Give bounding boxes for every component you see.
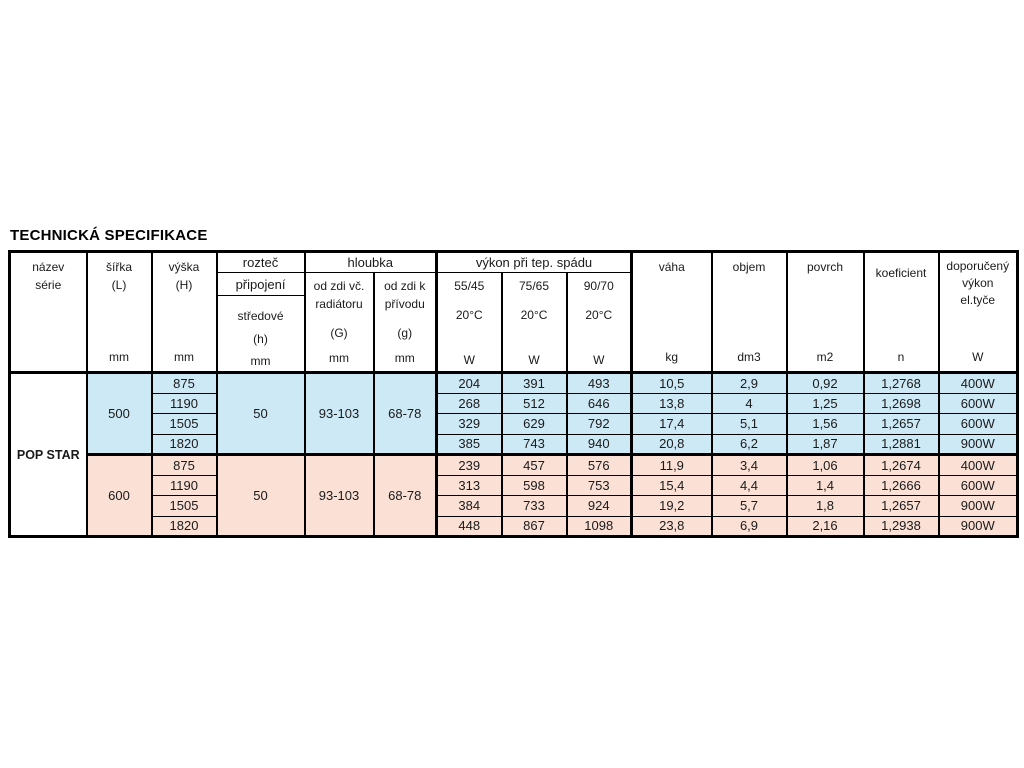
- value-cell: 733: [502, 496, 567, 517]
- header-pripojeni: připojení: [217, 273, 305, 296]
- value-cell: 1,25: [787, 393, 864, 414]
- value-cell: 448: [437, 516, 502, 537]
- height-cell: 1820: [152, 434, 217, 455]
- header-text: [568, 274, 631, 370]
- header-text: [375, 274, 436, 370]
- header-line: šířka: [105, 259, 132, 274]
- header-koeficient: [864, 252, 939, 373]
- value-cell: 629: [502, 414, 567, 435]
- header-line: 55/45: [454, 279, 485, 293]
- value-cell: 2,9: [712, 373, 787, 394]
- header-text: [218, 297, 304, 370]
- header-lines: [106, 258, 132, 294]
- value-cell: 1,2674: [864, 455, 939, 476]
- height-cell: 875: [152, 373, 217, 394]
- header-tepspad-7565: [502, 273, 567, 373]
- header-line: el.tyče: [960, 292, 996, 307]
- value-cell: 598: [502, 475, 567, 496]
- value-cell: 23,8: [632, 516, 712, 537]
- value-cell: 900W: [939, 516, 1018, 537]
- header-line: doporučený: [946, 258, 1010, 273]
- header-roztec: rozteč: [217, 252, 305, 273]
- value-cell: 400W: [939, 373, 1018, 394]
- hloubka-p-cell: 68-78: [374, 455, 437, 537]
- value-cell: 400W: [939, 455, 1018, 476]
- value-cell: 11,9: [632, 455, 712, 476]
- header-od-zdi-radiatoru: [305, 273, 374, 373]
- symbol-label: (g): [397, 326, 413, 340]
- header-line: (H): [175, 277, 193, 292]
- value-cell: 1,4: [787, 475, 864, 496]
- header-text: [788, 255, 863, 370]
- series-name-cell: POP STAR: [10, 373, 87, 537]
- value-cell: 6,9: [712, 516, 787, 537]
- value-cell: 600W: [939, 393, 1018, 414]
- header-text: [940, 255, 1017, 370]
- header-sirka: [87, 252, 152, 373]
- unit-label: W: [972, 349, 984, 364]
- value-cell: 15,4: [632, 475, 712, 496]
- value-cell: 1,2657: [864, 414, 939, 435]
- symbol-label: (h): [253, 332, 268, 346]
- header-line: objem: [732, 259, 766, 274]
- value-cell: 1,2698: [864, 393, 939, 414]
- roztec-cell: 50: [217, 373, 305, 455]
- value-cell: 268: [437, 393, 502, 414]
- value-cell: 867: [502, 516, 567, 537]
- header-line: 75/65: [518, 279, 550, 293]
- height-cell: 1505: [152, 414, 217, 435]
- unit-label: W: [528, 353, 540, 367]
- value-cell: 600W: [939, 475, 1018, 496]
- header-povrch: [787, 252, 864, 373]
- header-tepspad-9070: [567, 273, 632, 373]
- header-text: [88, 255, 151, 370]
- header-tepspad-5545: [437, 273, 502, 373]
- header-line: 90/70: [583, 279, 614, 293]
- hloubka-g-cell: 93-103: [305, 455, 374, 537]
- height-cell: 1190: [152, 475, 217, 496]
- header-doporuceny-vykon: [939, 252, 1018, 373]
- header-line: od zdi k: [384, 279, 426, 293]
- value-cell: 1,2666: [864, 475, 939, 496]
- header-vykon-group: výkon při tep. spádu: [437, 252, 632, 273]
- value-cell: 900W: [939, 496, 1018, 517]
- unit-label: W: [463, 353, 475, 367]
- symbol-label: (G): [330, 326, 348, 340]
- spec-table-container: [8, 250, 1019, 538]
- value-cell: 512: [502, 393, 567, 414]
- spec-table: [8, 250, 1019, 538]
- header-nazev-serie: [10, 252, 87, 373]
- value-cell: 493: [567, 373, 632, 394]
- header-text: [438, 274, 501, 370]
- value-cell: 10,5: [632, 373, 712, 394]
- roztec-cell: 50: [217, 455, 305, 537]
- value-cell: 1,87: [787, 434, 864, 455]
- value-cell: 13,8: [632, 393, 712, 414]
- header-text: [865, 255, 938, 370]
- value-cell: 1,2657: [864, 496, 939, 517]
- value-cell: 239: [437, 455, 502, 476]
- header-text: [11, 255, 86, 370]
- header-line: středové: [237, 309, 284, 323]
- value-cell: 6,2: [712, 434, 787, 455]
- value-cell: 1,8: [787, 496, 864, 517]
- unit-label: kg: [665, 349, 679, 364]
- header-objem: [712, 252, 787, 373]
- value-cell: 1,2881: [864, 434, 939, 455]
- value-cell: 457: [502, 455, 567, 476]
- header-lines: [169, 258, 200, 294]
- header-hloubka-group: hloubka: [305, 252, 437, 273]
- value-cell: 600W: [939, 414, 1018, 435]
- value-cell: 4: [712, 393, 787, 414]
- header-line: série: [35, 277, 62, 292]
- value-cell: 5,1: [712, 414, 787, 435]
- unit-label: mm: [109, 349, 129, 364]
- header-line: koeficient: [875, 265, 927, 280]
- unit-label: mm: [329, 351, 349, 365]
- unit-label: W: [593, 353, 605, 367]
- height-cell: 875: [152, 455, 217, 476]
- value-cell: 1,56: [787, 414, 864, 435]
- value-cell: 753: [567, 475, 632, 496]
- header-line: od zdi vč.: [313, 279, 365, 293]
- header-line: název: [32, 259, 65, 274]
- header-text: [713, 255, 786, 370]
- value-cell: 900W: [939, 434, 1018, 455]
- value-cell: 924: [567, 496, 632, 517]
- value-cell: 19,2: [632, 496, 712, 517]
- value-cell: 576: [567, 455, 632, 476]
- header-vyska: [152, 252, 217, 373]
- value-cell: 384: [437, 496, 502, 517]
- header-lines: [946, 258, 1009, 309]
- header-line: výška: [168, 259, 200, 274]
- value-cell: 385: [437, 434, 502, 455]
- value-cell: 1098: [567, 516, 632, 537]
- header-od-zdi-privodu: [374, 273, 437, 373]
- unit-label: n: [897, 349, 905, 364]
- value-cell: 4,4: [712, 475, 787, 496]
- header-line: povrch: [806, 259, 844, 274]
- value-cell: 940: [567, 434, 632, 455]
- unit-label: m2: [816, 349, 834, 364]
- header-line: radiátoru: [315, 297, 363, 311]
- hloubka-g-cell: 93-103: [305, 373, 374, 455]
- value-cell: 20,8: [632, 434, 712, 455]
- header-text: [153, 255, 216, 370]
- header-stredove: [217, 296, 305, 373]
- temp-label: 20°C: [455, 308, 483, 322]
- value-cell: 1,06: [787, 455, 864, 476]
- value-cell: 313: [437, 475, 502, 496]
- value-cell: 1,2768: [864, 373, 939, 394]
- value-cell: 0,92: [787, 373, 864, 394]
- page-title: TECHNICKÁ SPECIFIKACE: [10, 227, 208, 244]
- height-cell: 1820: [152, 516, 217, 537]
- value-cell: 3,4: [712, 455, 787, 476]
- header-text: [633, 255, 711, 370]
- unit-label: mm: [250, 354, 271, 368]
- header-line: váha: [658, 259, 685, 274]
- width-cell: 500: [87, 373, 152, 455]
- unit-label: mm: [174, 349, 194, 364]
- unit-label: mm: [394, 351, 415, 365]
- header-text: [503, 274, 566, 370]
- temp-label: 20°C: [520, 308, 548, 322]
- value-cell: 329: [437, 414, 502, 435]
- temp-label: 20°C: [585, 308, 613, 322]
- value-cell: 792: [567, 414, 632, 435]
- value-cell: 646: [567, 393, 632, 414]
- height-cell: 1505: [152, 496, 217, 517]
- header-line: (L): [111, 277, 127, 292]
- value-cell: 391: [502, 373, 567, 394]
- value-cell: 743: [502, 434, 567, 455]
- value-cell: 5,7: [712, 496, 787, 517]
- height-cell: 1190: [152, 393, 217, 414]
- value-cell: 204: [437, 373, 502, 394]
- value-cell: 17,4: [632, 414, 712, 435]
- header-line: výkon: [962, 275, 994, 290]
- value-cell: 2,16: [787, 516, 864, 537]
- header-vaha: [632, 252, 712, 373]
- unit-label: dm3: [737, 349, 761, 364]
- header-text: [306, 274, 373, 370]
- width-cell: 600: [87, 455, 152, 537]
- value-cell: 1,2938: [864, 516, 939, 537]
- hloubka-p-cell: 68-78: [374, 373, 437, 455]
- header-line: přívodu: [384, 297, 425, 311]
